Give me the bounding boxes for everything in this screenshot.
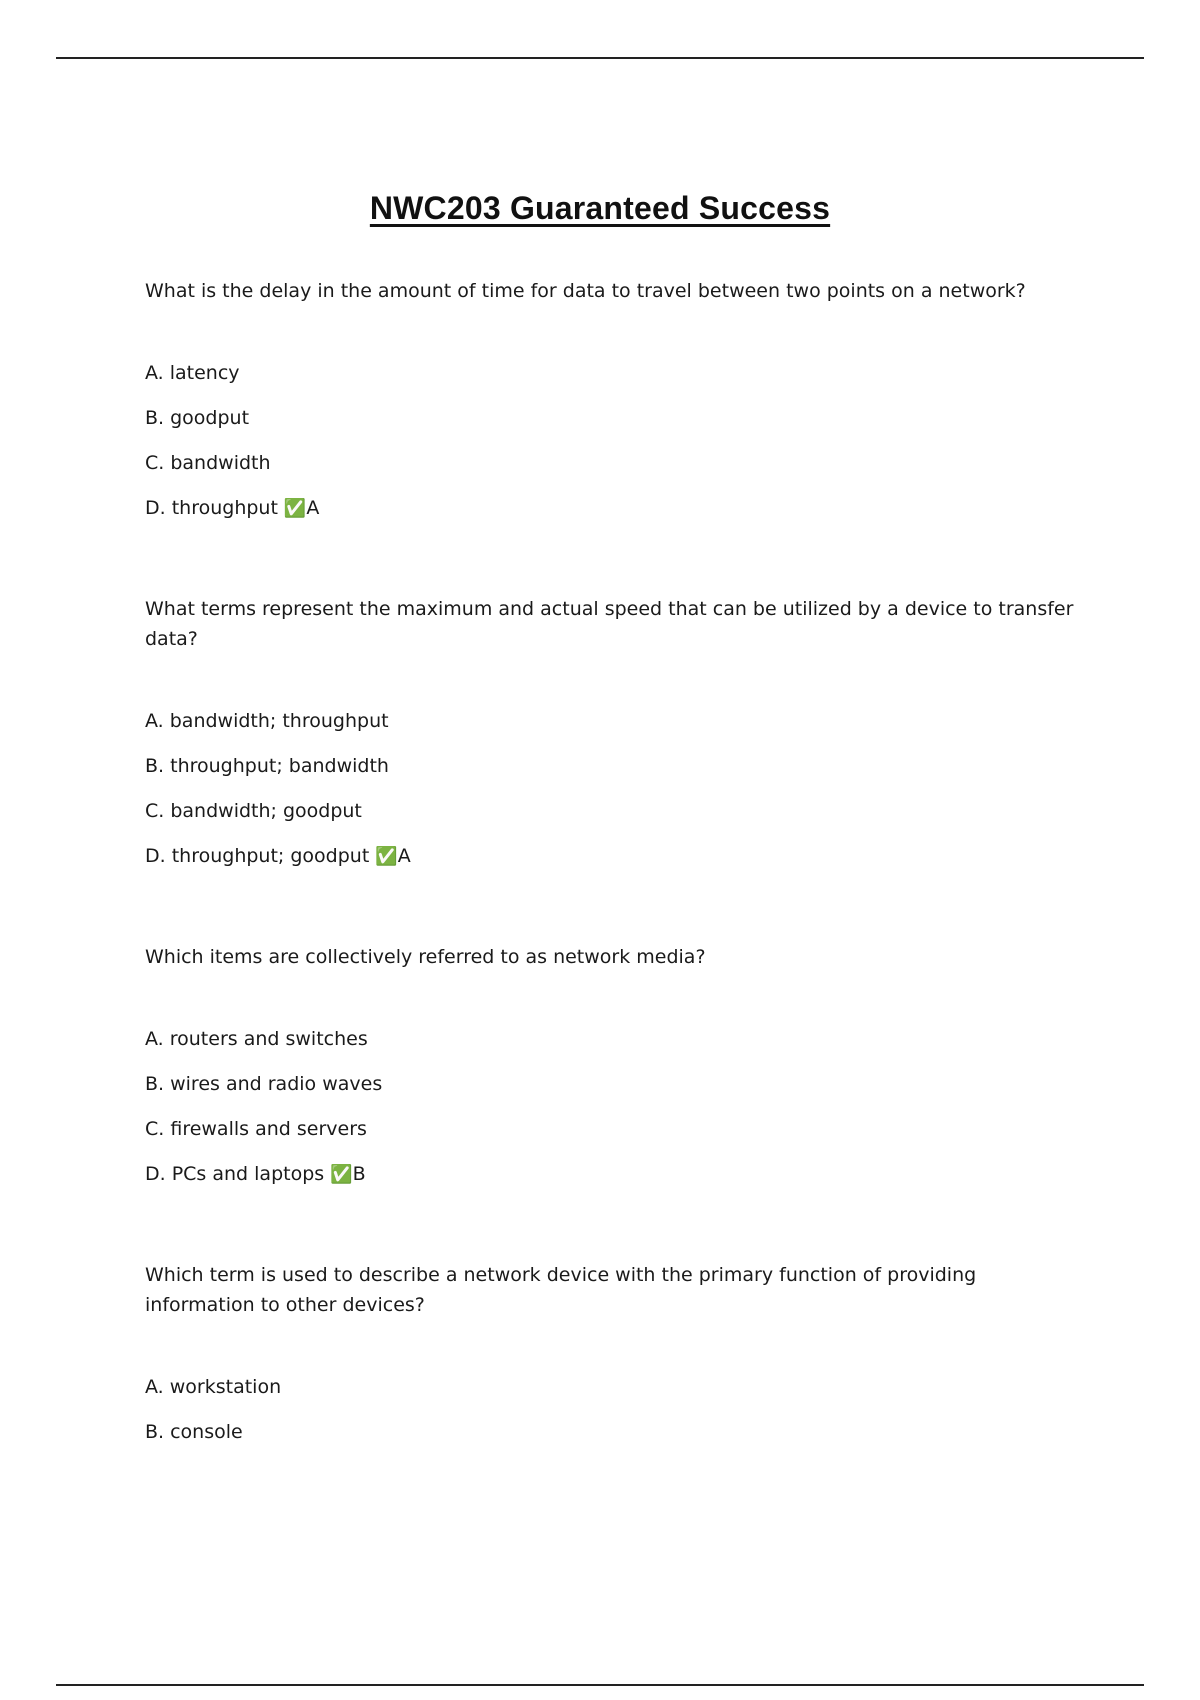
question-3 bbox=[145, 942, 1085, 1206]
question-2 bbox=[145, 594, 1085, 888]
question-1 bbox=[145, 276, 1085, 540]
question-text: What terms represent the maximum and actual speed that can be utilized by a device to transfer data? bbox=[145, 598, 1074, 650]
question-text: Which items are collectively referred to as network media? bbox=[145, 946, 706, 968]
check-icon: ✅ bbox=[330, 1164, 353, 1185]
answer-key: A bbox=[397, 845, 411, 867]
option-a: A. routers and switches bbox=[145, 1028, 368, 1050]
option-b: B. wires and radio waves bbox=[145, 1073, 383, 1095]
option-c: C. firewalls and servers bbox=[145, 1118, 367, 1140]
page-title: NWC203 Guaranteed Success bbox=[369, 190, 831, 226]
option-a: A. workstation bbox=[145, 1376, 282, 1398]
question-list bbox=[145, 276, 1085, 1518]
question-text: What is the delay in the amount of time for data to travel between two points on a network? bbox=[145, 280, 1026, 302]
option-b: B. console bbox=[145, 1421, 243, 1443]
bottom-rule bbox=[56, 1684, 1144, 1686]
top-rule bbox=[56, 57, 1144, 59]
answer-key: A bbox=[306, 497, 320, 519]
option-a: A. latency bbox=[145, 362, 240, 384]
check-icon: ✅ bbox=[283, 498, 307, 519]
option-d: D. throughput ✅A bbox=[145, 497, 320, 519]
option-a: A. bandwidth; throughput bbox=[145, 710, 389, 732]
answer-key: B bbox=[352, 1163, 366, 1185]
question-4 bbox=[145, 1260, 1085, 1464]
option-d: D. throughput; goodput ✅A bbox=[145, 845, 411, 867]
option-c: C. bandwidth; goodput bbox=[145, 800, 362, 822]
option-b: B. goodput bbox=[145, 407, 250, 429]
question-text: Which term is used to describe a network device with the primary function of providing information to other devices? bbox=[145, 1264, 977, 1316]
check-icon: ✅ bbox=[375, 846, 398, 867]
option-b: B. throughput; bandwidth bbox=[145, 755, 389, 777]
option-d: D. PCs and laptops ✅B bbox=[145, 1163, 366, 1185]
option-c: C. bandwidth bbox=[145, 452, 271, 474]
